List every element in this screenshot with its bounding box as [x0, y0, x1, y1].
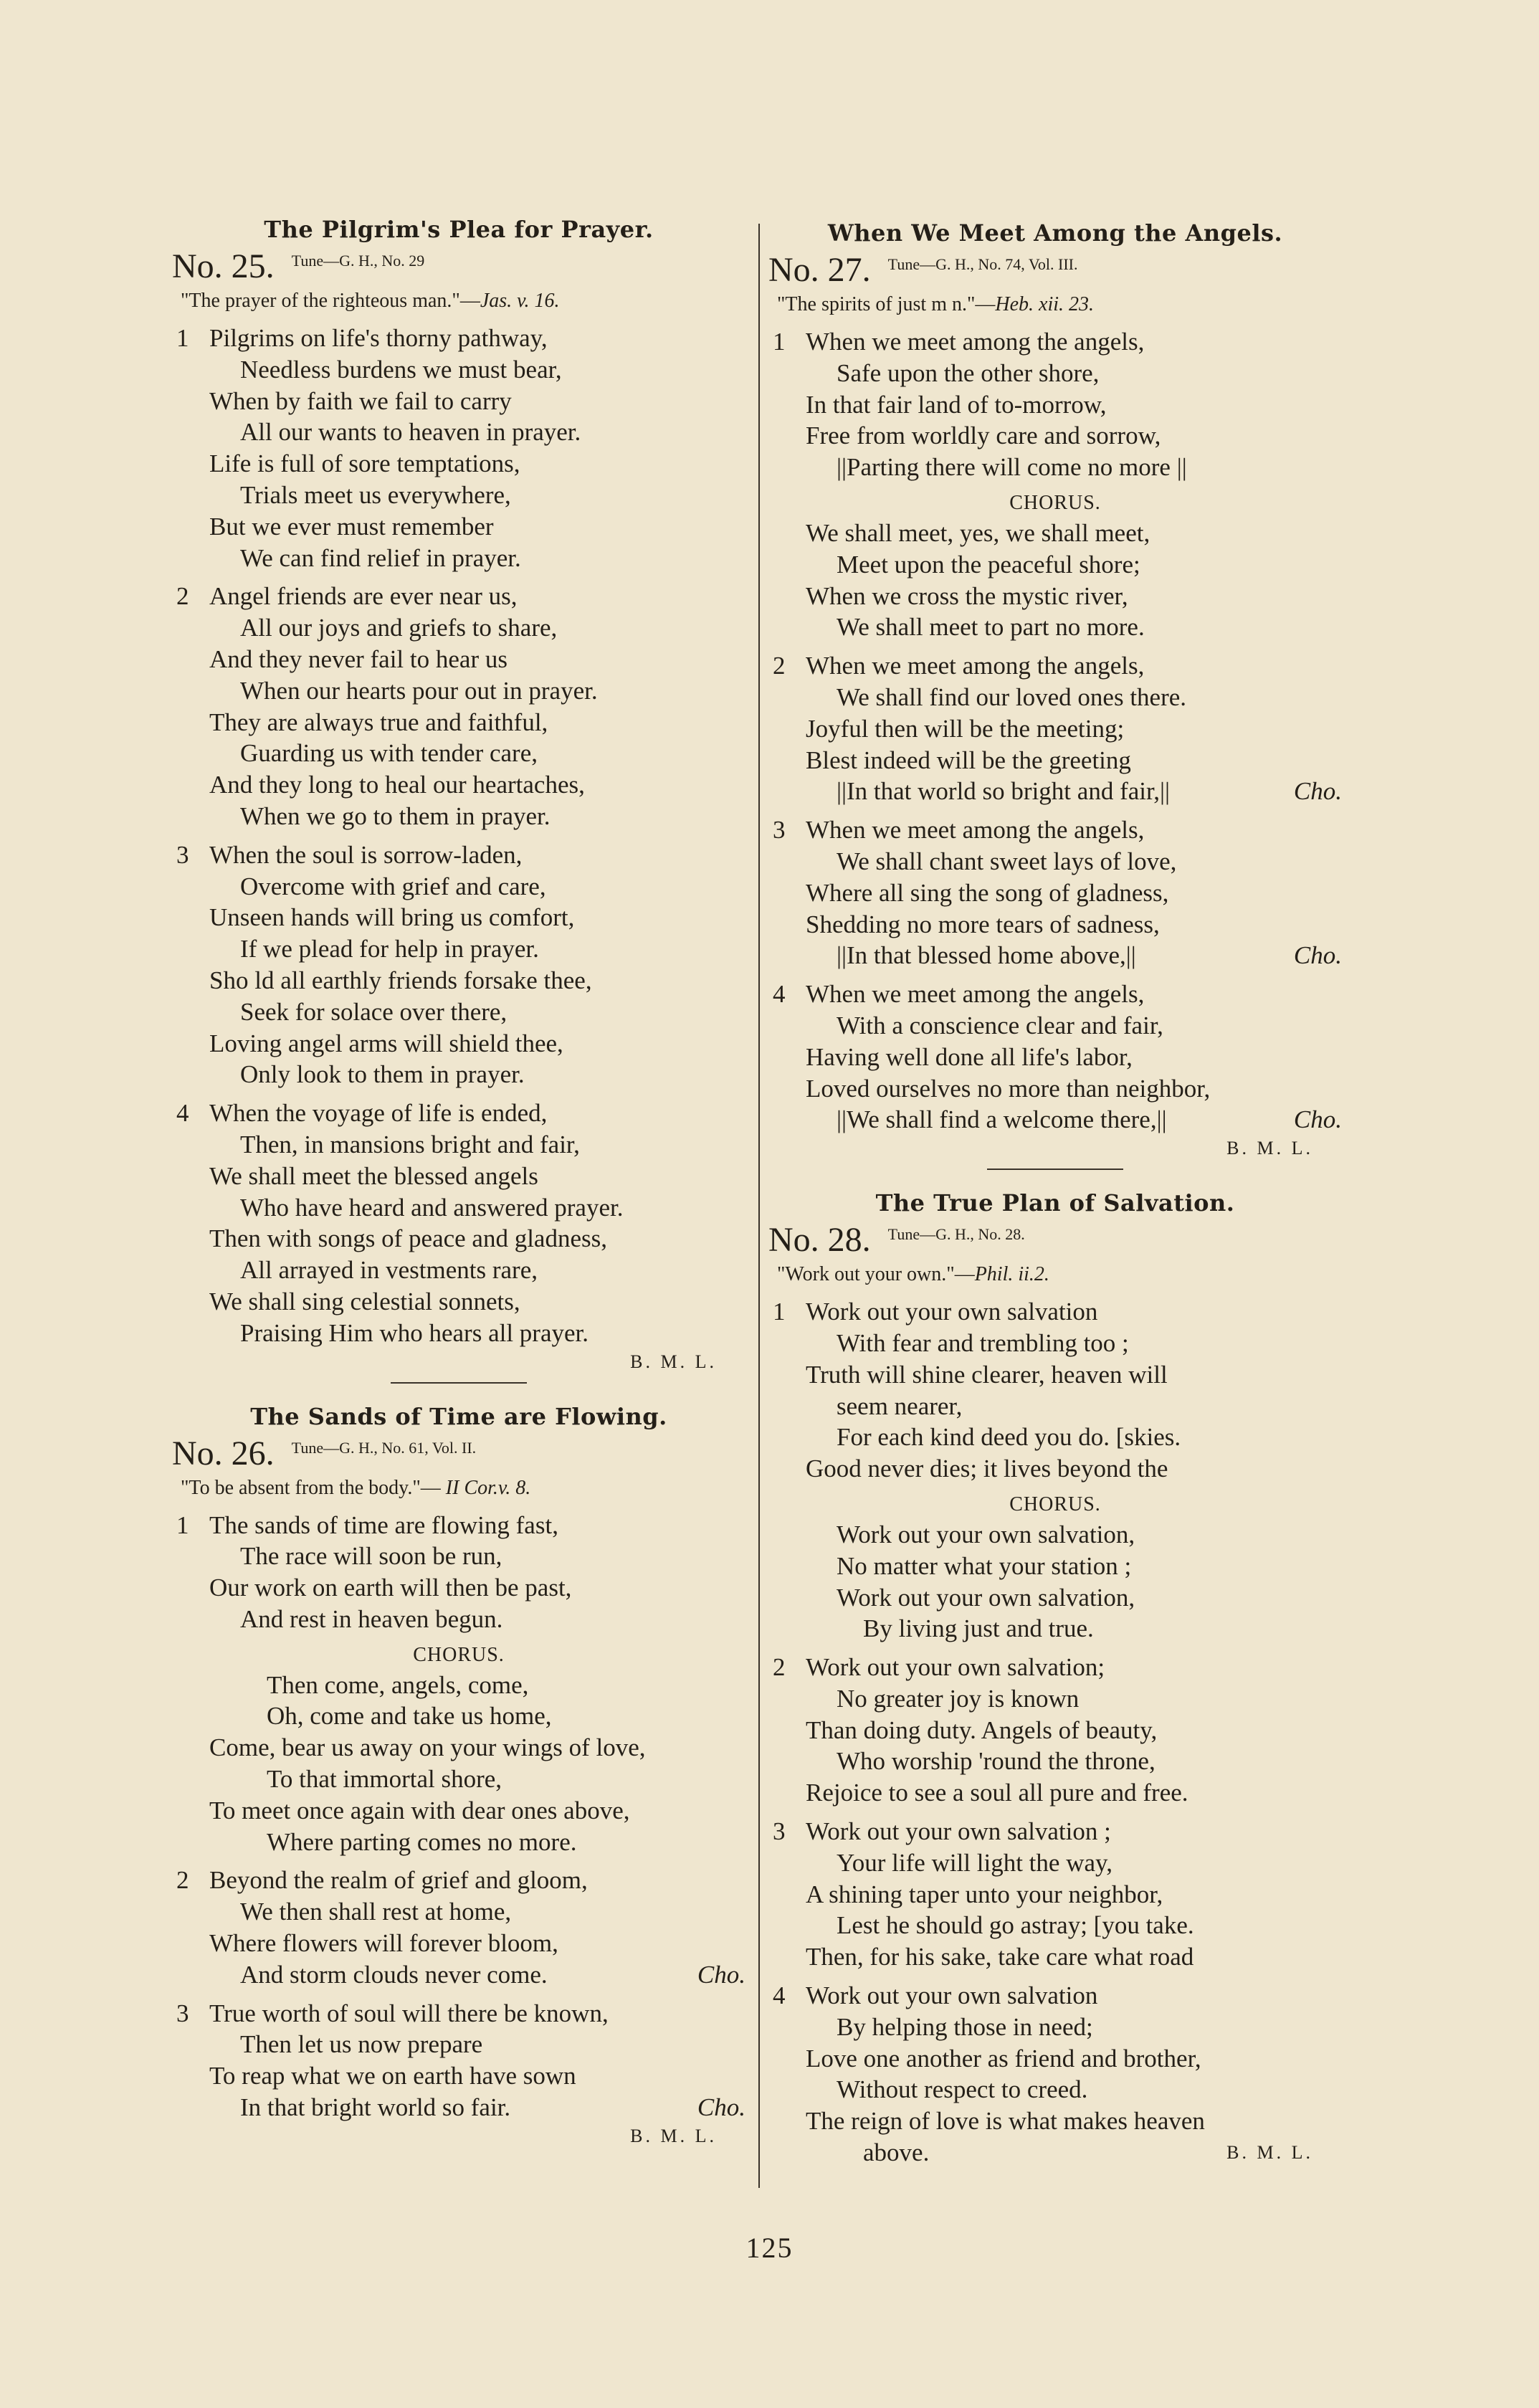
verse-line — [768, 682, 1342, 713]
stanza — [172, 581, 745, 832]
chorus — [768, 518, 1342, 643]
verse-line — [172, 1318, 745, 1349]
stanza — [768, 650, 1342, 807]
verse-line — [768, 713, 1342, 745]
verse-text: True worth of soul will there be known, — [209, 1999, 609, 2027]
verse-line — [172, 417, 745, 448]
verse-number: 3 — [773, 1817, 786, 1846]
page-number: 125 — [745, 2232, 794, 2264]
verse-text: We shall meet the blessed angels — [209, 1161, 538, 1190]
verse-text: above. — [863, 2138, 930, 2167]
verse-line — [172, 996, 745, 1028]
verse-line — [768, 1104, 1342, 1136]
verse-line — [768, 2137, 1342, 2169]
hymn — [768, 219, 1342, 1161]
verse-line — [768, 1980, 1342, 2012]
verse-line — [768, 518, 1342, 549]
verse-line — [172, 612, 745, 644]
verse-line — [768, 1391, 1342, 1422]
verse-text: Praising Him who hears all prayer. — [240, 1318, 589, 1347]
verse-line — [768, 940, 1342, 971]
verse-line — [768, 650, 1342, 682]
left-column — [172, 215, 745, 2149]
hymn-title: The Pilgrim's Plea for Prayer. — [264, 216, 654, 243]
verse-line — [172, 1129, 745, 1161]
verse-text: By living just and true. — [863, 1614, 1094, 1643]
motto-reference: Jas. v. 16. — [480, 290, 560, 312]
verse-text: When we cross the mystic river, — [806, 581, 1128, 610]
chorus-heading: CHORUS. — [1009, 1493, 1101, 1515]
verse-line — [172, 448, 745, 480]
verse-line — [172, 902, 745, 933]
hymn-title: The True Plan of Salvation. — [875, 1189, 1235, 1217]
hymn-title: The Sands of Time are Flowing. — [250, 1402, 667, 1430]
verse-line — [172, 386, 745, 417]
verse-line — [768, 420, 1342, 452]
verse-text: Loved ourselves no more than neighbor, — [806, 1074, 1211, 1103]
verse-line — [172, 1764, 745, 1795]
verse-text: Where all sing the song of gladness, — [806, 878, 1169, 907]
verse-text: Sho ld all earthly friends forsake thee, — [209, 966, 592, 994]
verse-line — [768, 1652, 1342, 1683]
verse-text: Then, in mansions bright and fair, — [240, 1130, 580, 1158]
verse-line — [768, 745, 1342, 776]
verse-text: We shall sing celestial sonnets, — [209, 1287, 520, 1315]
verse-line — [172, 933, 745, 965]
verse-text: Where parting comes no more. — [267, 1827, 577, 1856]
verse-line — [172, 511, 745, 543]
verse-line — [768, 1847, 1342, 1879]
verse-text: Come, bear us away on your wings of love, — [209, 1733, 646, 1762]
verse-text: We then shall rest at home, — [240, 1898, 512, 1926]
verse-text: All our joys and griefs to share, — [240, 614, 558, 642]
verse-text: Needless burdens we must bear, — [240, 355, 562, 384]
verse-text: And storm clouds never come. — [240, 1960, 548, 1989]
verse-text: The race will soon be run, — [240, 1542, 502, 1571]
verse-number: 1 — [176, 1510, 189, 1539]
chorus — [768, 1519, 1342, 1645]
verse-line — [172, 2060, 745, 2092]
chorus — [172, 1670, 745, 1858]
verse-text: No matter what your station ; — [837, 1551, 1132, 1580]
verse-text: To reap what we on earth have sown — [209, 2062, 576, 2090]
verse-text: Meet upon the peaceful shore; — [837, 550, 1140, 579]
verse-line — [172, 1998, 745, 2029]
chorus-marker: Cho. — [1293, 777, 1342, 806]
stanza — [172, 1998, 745, 2123]
chorus-marker: Cho. — [1293, 1105, 1342, 1134]
verse-text: Who have heard and answered prayer. — [240, 1193, 624, 1222]
verse-line — [172, 1959, 745, 1991]
stanza — [768, 1980, 1342, 2169]
verse-line — [172, 1827, 745, 1858]
motto-text: "The prayer of the righteous man."— — [181, 290, 480, 312]
verse-line — [768, 452, 1342, 483]
verse-line — [768, 1453, 1342, 1485]
verse-line — [768, 814, 1342, 846]
chorus-heading: CHORUS. — [1009, 491, 1101, 514]
verse-line — [768, 1551, 1342, 1582]
verse-text: If we plead for help in prayer. — [240, 935, 539, 963]
motto-text: "The spirits of just m n."— — [777, 293, 996, 315]
author-signature: B. M. L. — [1226, 1138, 1313, 1159]
verse-text: With a conscience clear and fair, — [837, 1011, 1163, 1039]
verse-text: But we ever must remember — [209, 512, 494, 541]
verse-text: Without respect to creed. — [837, 2075, 1088, 2104]
verse-text: Overcome with grief and care, — [240, 872, 546, 900]
verse-line — [172, 543, 745, 574]
verse-text: All arrayed in vestments rare, — [240, 1256, 538, 1285]
stanza — [172, 1865, 745, 1990]
author-signature: B. M. L. — [630, 1351, 717, 1372]
scripture-motto — [777, 290, 1342, 319]
verse-line — [172, 965, 745, 996]
section-divider — [987, 1169, 1123, 1170]
verse-text: ||We shall find a welcome there,|| — [837, 1105, 1167, 1134]
verse-line — [768, 2074, 1342, 2105]
verse-line — [172, 1541, 745, 1572]
hymn-number-line — [768, 1220, 1342, 1260]
verse-text: The reign of love is what makes heaven — [806, 2107, 1205, 2136]
hymn-number: No. 26. — [172, 1434, 275, 1472]
chorus-marker: Cho. — [1293, 941, 1342, 970]
verse-text: When by faith we fail to carry — [209, 386, 512, 415]
verse-text: Work out your own salvation; — [806, 1653, 1105, 1682]
stanza — [768, 814, 1342, 971]
verse-number: 4 — [176, 1099, 189, 1128]
verse-line — [172, 1223, 745, 1255]
hymn — [172, 215, 745, 1375]
verse-text: Work out your own salvation ; — [806, 1817, 1111, 1846]
stanza — [768, 1652, 1342, 1809]
verse-line — [768, 1816, 1342, 1847]
verse-text: By helping those in need; — [837, 2012, 1093, 2041]
verse-text: Our work on earth will then be past, — [209, 1574, 572, 1602]
verse-line — [172, 1670, 745, 1701]
verse-text: No greater joy is known — [837, 1684, 1080, 1713]
scripture-motto — [777, 1260, 1342, 1289]
motto-text: "Work out your own."— — [777, 1263, 975, 1286]
verse-text: Loving angel arms will shield thee, — [209, 1029, 563, 1057]
verse-line — [172, 675, 745, 707]
stanza — [172, 1510, 745, 1635]
motto-text: "To be absent from the body."— — [181, 1476, 446, 1499]
verse-text: Than doing duty. Angels of beauty, — [806, 1715, 1158, 1744]
scripture-motto — [181, 1474, 745, 1503]
verse-line — [172, 1700, 745, 1732]
author-signature: B. M. L. — [630, 2125, 717, 2146]
verse-line — [768, 1328, 1342, 1359]
verse-line — [768, 1422, 1342, 1453]
verse-text: ||In that world so bright and fair,|| — [837, 777, 1170, 806]
tune-reference: Tune—G. H., No. 29 — [291, 252, 425, 270]
verse-line — [172, 1928, 745, 1959]
verse-line — [768, 1582, 1342, 1614]
verse-line — [768, 1941, 1342, 1973]
verse-text: Having well done all life's labor, — [806, 1042, 1133, 1071]
verse-text: Only look to them in prayer. — [240, 1060, 525, 1089]
verse-text: Free from worldly care and sorrow, — [806, 422, 1161, 450]
verse-line — [768, 581, 1342, 612]
verse-text: When the voyage of life is ended, — [209, 1099, 548, 1128]
hymn-number-line — [768, 250, 1342, 290]
stanza — [172, 839, 745, 1090]
verse-line — [172, 707, 745, 738]
verse-text: And rest in heaven begun. — [240, 1604, 503, 1633]
verse-text: Then let us now prepare — [240, 2030, 483, 2059]
verse-line — [172, 1255, 745, 1286]
verse-line — [768, 877, 1342, 909]
verse-text: In that fair land of to-morrow, — [806, 390, 1107, 419]
verse-text: We shall meet, yes, we shall meet, — [806, 518, 1150, 547]
verse-line — [172, 1192, 745, 1224]
chorus-marker: Cho. — [697, 1960, 745, 1989]
verse-text: Your life will light the way, — [837, 1848, 1112, 1877]
verse-line — [172, 1795, 745, 1827]
verse-text: Truth will shine clearer, heaven will — [806, 1360, 1168, 1389]
verse-text: Good never dies; it lives beyond the — [806, 1455, 1168, 1483]
motto-reference: II Cor.v. 8. — [445, 1476, 531, 1499]
verse-text: All our wants to heaven in prayer. — [240, 418, 581, 447]
verse-text: When we meet among the angels, — [806, 980, 1145, 1009]
verse-line — [172, 769, 745, 801]
verse-number: 1 — [773, 328, 786, 356]
verse-text: The sands of time are flowing fast, — [209, 1510, 558, 1539]
verse-text: Where flowers will forever bloom, — [209, 1929, 558, 1958]
verse-line — [172, 1572, 745, 1604]
verse-line — [768, 1777, 1342, 1809]
verse-text: Oh, come and take us home, — [267, 1702, 552, 1731]
verse-line — [172, 1286, 745, 1318]
verse-number: 2 — [773, 1653, 786, 1682]
verse-line — [172, 480, 745, 511]
chorus-marker: Cho. — [697, 2093, 745, 2122]
stanza — [172, 323, 745, 574]
verse-text: When we meet among the angels, — [806, 652, 1145, 680]
verse-number: 2 — [176, 582, 189, 611]
stanza — [768, 979, 1342, 1136]
verse-number: 3 — [176, 1999, 189, 2027]
verse-line — [768, 1746, 1342, 1777]
author-signature: B. M. L. — [1226, 2142, 1313, 2164]
verse-text: We can find relief in prayer. — [240, 543, 521, 572]
hymn-number: No. 28. — [768, 1221, 871, 1260]
verse-line — [768, 1715, 1342, 1746]
verse-line — [172, 2029, 745, 2060]
verse-text: Life is full of sore temptations, — [209, 449, 520, 478]
verse-text: Shedding no more tears of sadness, — [806, 910, 1160, 938]
verse-line — [172, 1896, 745, 1928]
verse-text: Rejoice to see a soul all pure and free. — [806, 1779, 1188, 1807]
verse-number: 1 — [773, 1298, 786, 1326]
verse-line — [768, 1613, 1342, 1645]
verse-text: They are always true and faithful, — [209, 708, 548, 736]
verse-text: Who worship 'round the throne, — [837, 1747, 1156, 1776]
verse-line — [768, 1042, 1342, 1073]
tune-reference: Tune—G. H., No. 74, Vol. III. — [887, 255, 1078, 273]
hymn — [172, 1402, 745, 2149]
verse-text: For each kind deed you do. [skies. — [837, 1423, 1181, 1452]
tune-reference: Tune—G. H., No. 28. — [887, 1225, 1025, 1244]
verse-line — [172, 2092, 745, 2123]
verse-text: Work out your own salvation, — [837, 1520, 1135, 1548]
stanza — [768, 326, 1342, 483]
verse-text: Seek for solace over there, — [240, 997, 508, 1026]
stanza — [172, 1098, 745, 1348]
motto-reference: Phil. ii.2. — [974, 1263, 1049, 1286]
verse-line — [768, 2043, 1342, 2075]
verse-line — [172, 1028, 745, 1060]
verse-number: 1 — [176, 324, 189, 352]
verse-text: Guarding us with tender care, — [240, 739, 538, 768]
verse-text: Pilgrims on life's thorny pathway, — [209, 324, 548, 352]
verse-line — [172, 354, 745, 386]
chorus-heading: CHORUS. — [413, 1643, 505, 1666]
hymn-number-line — [172, 247, 745, 287]
verse-line — [768, 2012, 1342, 2043]
verse-number: 2 — [773, 652, 786, 680]
verse-text: When we meet among the angels, — [806, 328, 1145, 356]
column-divider — [758, 224, 760, 2188]
verse-text: Work out your own salvation, — [837, 1583, 1135, 1612]
verse-text: We shall chant sweet lays of love, — [837, 847, 1177, 875]
verse-text: Angel friends are ever near us, — [209, 582, 518, 611]
verse-text: Then with songs of peace and gladness, — [209, 1224, 607, 1253]
motto-reference: Heb. xii. 23. — [995, 293, 1095, 315]
stanza — [768, 1296, 1342, 1485]
verse-line — [172, 323, 745, 354]
verse-number: 4 — [773, 1981, 786, 2010]
verse-text: ||Parting there will come no more || — [837, 453, 1187, 482]
section-divider — [391, 1382, 527, 1384]
verse-line — [768, 1683, 1342, 1715]
verse-text: Work out your own salvation — [806, 1298, 1098, 1326]
verse-line — [172, 1161, 745, 1192]
verse-text: Beyond the realm of grief and gloom, — [209, 1866, 588, 1895]
verse-text: Unseen hands will bring us comfort, — [209, 903, 575, 932]
verse-line — [172, 801, 745, 832]
verse-line — [768, 909, 1342, 941]
verse-line — [768, 611, 1342, 643]
verse-line — [172, 1098, 745, 1129]
verse-line — [768, 1296, 1342, 1328]
verse-text: Lest he should go astray; [you take. — [837, 1911, 1194, 1940]
verse-text: When we meet among the angels, — [806, 816, 1145, 844]
verse-line — [768, 1073, 1342, 1105]
verse-line — [768, 1010, 1342, 1042]
verse-line — [768, 326, 1342, 358]
verse-text: A shining taper unto your neighbor, — [806, 1880, 1163, 1908]
verse-text: Joyful then will be the meeting; — [806, 714, 1125, 743]
verse-line — [768, 2105, 1342, 2137]
verse-text: We shall find our loved ones there. — [837, 682, 1187, 711]
verse-line — [768, 1519, 1342, 1551]
verse-text: When we go to them in prayer. — [240, 801, 551, 830]
verse-text: ||In that blessed home above,|| — [837, 941, 1136, 970]
verse-text: When the soul is sorrow-laden, — [209, 840, 523, 869]
verse-text: With fear and trembling too ; — [837, 1328, 1129, 1357]
verse-text: In that bright world so fair. — [240, 2093, 511, 2122]
verse-line — [768, 1359, 1342, 1391]
tune-reference: Tune—G. H., No. 61, Vol. II. — [291, 1438, 477, 1457]
verse-number: 3 — [773, 816, 786, 844]
verse-line — [768, 549, 1342, 581]
hymn-title: When We Meet Among the Angels. — [827, 219, 1283, 247]
verse-line — [172, 1732, 745, 1764]
verse-text: And they long to heal our heartaches, — [209, 771, 585, 799]
verse-line — [768, 358, 1342, 389]
hymn — [768, 1189, 1342, 2169]
hymn-number-line — [172, 1434, 745, 1474]
hymn-number: No. 25. — [172, 247, 275, 285]
verse-text: When our hearts pour out in prayer. — [240, 676, 598, 705]
verse-line — [768, 846, 1342, 877]
verse-text: Blest indeed will be the greeting — [806, 746, 1131, 774]
stanza — [768, 1816, 1342, 1973]
verse-line — [172, 839, 745, 871]
scripture-motto — [181, 287, 745, 315]
verse-text: Then come, angels, come, — [267, 1670, 529, 1699]
verse-line — [768, 979, 1342, 1010]
verse-line — [768, 1910, 1342, 1941]
verse-text: To meet once again with dear ones above, — [209, 1796, 630, 1824]
verse-line — [172, 644, 745, 675]
verse-text: We shall meet to part no more. — [837, 613, 1145, 642]
verse-number: 3 — [176, 840, 189, 869]
verse-line — [172, 1059, 745, 1090]
verse-text: Love one another as friend and brother, — [806, 2044, 1201, 2073]
verse-number: 2 — [176, 1866, 189, 1895]
verse-text: Trials meet us everywhere, — [240, 480, 511, 509]
verse-text: Safe upon the other shore, — [837, 358, 1100, 387]
verse-line — [768, 776, 1342, 807]
verse-text: seem nearer, — [837, 1391, 963, 1420]
verse-line — [172, 871, 745, 903]
verse-text: To that immortal shore, — [267, 1765, 502, 1794]
verse-line — [768, 389, 1342, 421]
verse-line — [172, 1865, 745, 1896]
verse-number: 4 — [773, 980, 786, 1009]
verse-line — [768, 1879, 1342, 1910]
verse-line — [172, 738, 745, 769]
verse-line — [172, 1510, 745, 1541]
verse-line — [172, 1604, 745, 1635]
hymn-number: No. 27. — [768, 251, 871, 289]
verse-line — [172, 581, 745, 612]
verse-text: And they never fail to hear us — [209, 644, 508, 673]
verse-text: Then, for his sake, take care what road — [806, 1943, 1194, 1971]
right-column — [768, 219, 1342, 2169]
verse-text: Work out your own salvation — [806, 1981, 1098, 2010]
